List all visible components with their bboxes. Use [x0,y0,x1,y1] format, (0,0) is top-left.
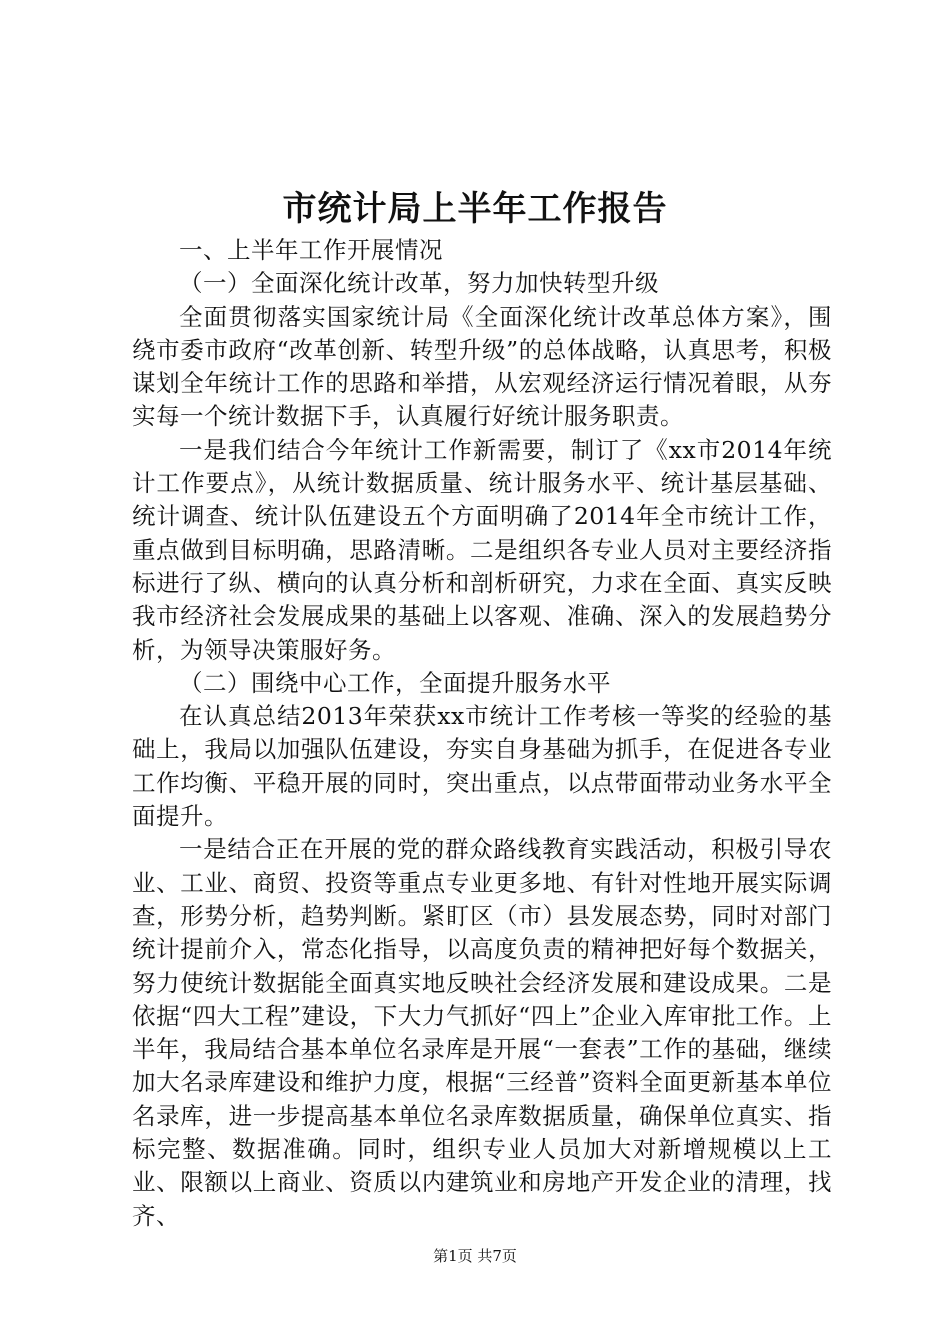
page-indicator: 第1页 共7页 [433,1247,517,1265]
subsection-heading: （一）全面深化统计改革，努力加快转型升级 [179,269,659,298]
body-paragraph: 全面贯彻落实国家统计局《全面深化统计改革总体方案》，围绕市委市政府“改革创新、转型升级”的总体战略，认真思考，积极谋划全年统计工作的思路和举措，从宏观经济运行情况着眼，从夯实每一个统计数据下手，认真履行好统计服务职责。 [132,302,832,431]
subsection-heading: （二）围绕中心工作，全面提升服务水平 [179,668,611,697]
body-paragraph: 在认真总结2013年荣获xx市统计工作考核一等奖的经验的基础上，我局以加强队伍建设，夯实自身基础为抓手，在促进各专业工作均衡、平稳开展的同时，突出重点，以点带面带动业务水平全面提升。 [132,702,832,831]
body-paragraph: 一是我们结合今年统计工作新需要，制订了《xx市2014年统计工作要点》，从统计数据质量、统计服务水平、统计基层基础、统计调查、统计队伍建设五个方面明确了2014年全市统计工作，重点做到目标明确，思路清晰。二是组织各专业人员对主要经济指标进行了纵、横向的认真分析和剖析研究，力求在全面、真实反映我市经济社会发展成果的基础上以客观、准确、深入的发展趋势分析，为领导决策服好务。 [132,435,832,664]
document-title: 市统计局上半年工作报告 [282,189,668,229]
section-heading: 一、上半年工作开展情况 [179,236,443,264]
body-paragraph: 一是结合正在开展的党的群众路线教育实践活动，积极引导农业、工业、商贸、投资等重点专业更多地、有针对性地开展实际调查，形势分析，趋势判断。紧盯区（市）县发展态势，同时对部门统计提前介入，常态化指导，以高度负责的精神把好每个数据关，努力使统计数据能全面真实地反映社会经济发展和建设成果。二是依据“四大工程”建设，下大力气抓好“四上”企业入库审批工作。上半年，我局结合基本单位名录库是开展“一套表”工作的基础，继续加大名录库建设和维护力度，根据“三经普”资料全面更新基本单位名录库，进一步提高基本单位名录库数据质量，确保单位真实、指标完整、数据准确。同时，组织专业人员加大对新增规模以上工业、限额以上商业、资质以内建筑业和房地产开发企业的清理，找齐、 [132,835,832,1230]
document-body [132,234,832,1233]
